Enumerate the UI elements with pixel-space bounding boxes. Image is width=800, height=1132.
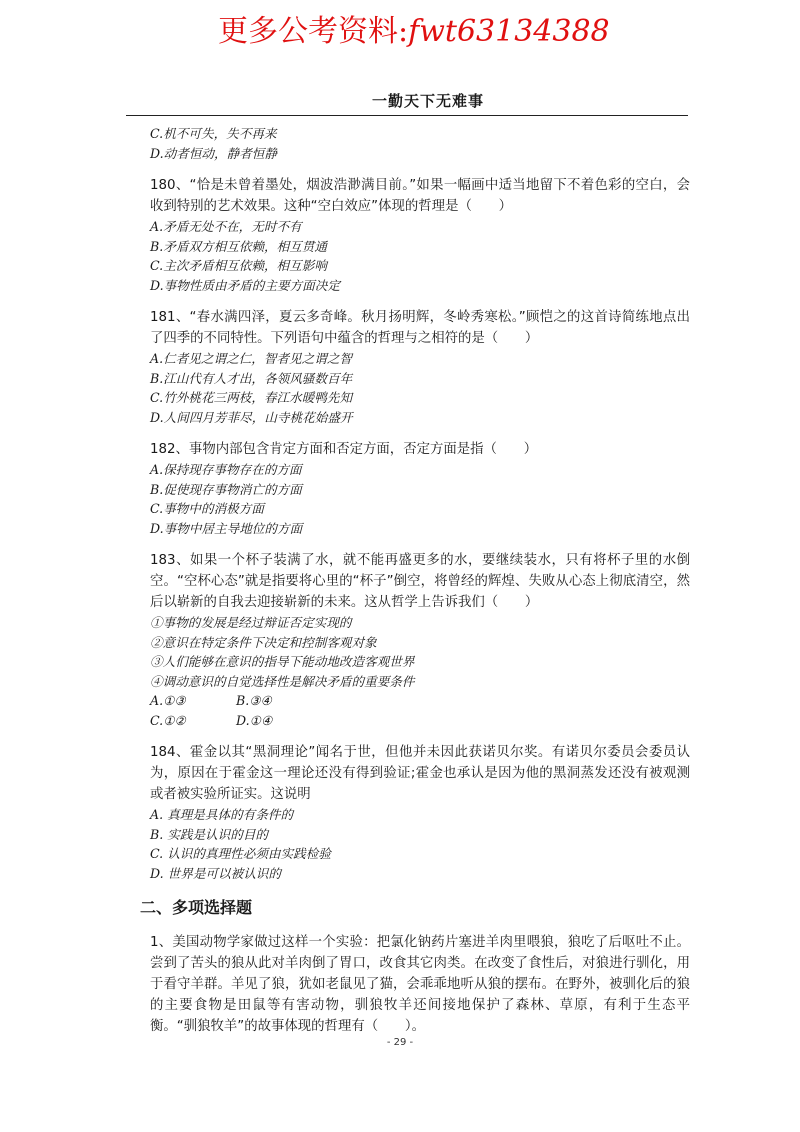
question-text: 1、美国动物学家做过这样一个实验：把氯化钠药片塞进羊肉里喂狼，狼吃了后呕吐不止。尝到了苦头的狼从此对羊肉倒了胃口，改食其它肉类。在改变了食性后，对狼进行驯化，用于看守羊群。羊见了狼，犹如老鼠见了猫，会乖乖地听从狼的摆布。在野外，被驯化后的狼的主要食物是田鼠等有害动物，驯狼牧羊还间接地保护了森林、草原，有利于生态平衡。“驯狼牧羊”的故事体现的哲理有（ ）。 bbox=[150, 935, 690, 1034]
statement: ④调动意识的自觉选择性是解决矛盾的重要条件 bbox=[150, 673, 415, 689]
option: D.①④ bbox=[236, 712, 273, 728]
option: B.矛盾双方相互依赖，相互贯通 bbox=[150, 238, 327, 254]
option: A. 真理是具体的有条件的 bbox=[150, 807, 294, 822]
option: B.③④ bbox=[236, 693, 272, 708]
option: B.江山代有人才出，各领风骚数百年 bbox=[150, 370, 353, 386]
option: B. 实践是认识的目的 bbox=[150, 826, 269, 842]
page-number: - 29 - bbox=[386, 1037, 414, 1048]
option: C.主次矛盾相互依赖，相互影响 bbox=[150, 258, 327, 273]
question-183 bbox=[150, 550, 690, 730]
option: A.保持现存事物存在的方面 bbox=[150, 462, 302, 477]
multi-question-1 bbox=[150, 932, 690, 1037]
option: A.仁者见之谓之仁，智者见之谓之智 bbox=[150, 351, 353, 366]
watermark bbox=[218, 6, 610, 50]
question-text: 180、“恰是未曾着墨处，烟波浩渺满目前。”如果一幅画中适当地留下不着色彩的空白，会收到特别的艺术效果。这种“空白效应”体现的哲理是（ ） bbox=[150, 178, 690, 214]
question-text: 183、如果一个杯子装满了水，就不能再盛更多的水，要继续装水，只有将杯子里的水倒空。“空杯心态”就是指要将心里的“杯子”倒空，将曾经的辉煌、失败从心态上彻底清空，然后以崭新的自我去迎接崭新的未来。这从哲学上告诉我们（ ） bbox=[150, 553, 690, 610]
page-motto: 一勤天下无难事 bbox=[372, 92, 485, 110]
option: B.促使现存事物消亡的方面 bbox=[150, 481, 302, 497]
question-text: 182、事物内部包含肯定方面和否定方面，否定方面是指（ ） bbox=[150, 442, 538, 457]
option: D.动者恒动，静者恒静 bbox=[150, 145, 277, 161]
option: A.①③ bbox=[150, 693, 186, 708]
prev-question-options bbox=[150, 124, 690, 163]
option: D. 世界是可以被认识的 bbox=[150, 865, 281, 881]
statement: ②意识在特定条件下决定和控制客观对象 bbox=[150, 634, 377, 650]
question-text: 181、“春水满四泽，夏云多奇峰。秋月扬明辉，冬岭秀寒松。”顾恺之的这首诗简练地点出了四季的不同特性。下列语句中蕴含的哲理与之相符的是（ ） bbox=[150, 310, 690, 346]
question-180 bbox=[150, 175, 690, 295]
section-heading: 二、多项选择题 bbox=[140, 898, 253, 917]
watermark-code: fwt63134388 bbox=[408, 14, 610, 49]
question-182 bbox=[150, 439, 690, 538]
option: A.矛盾无处不在，无时不有 bbox=[150, 219, 302, 234]
statement: ①事物的发展是经过辩证否定实现的 bbox=[150, 615, 352, 630]
option: C.事物中的消极方面 bbox=[150, 501, 264, 516]
watermark-text: 更多公考资料: bbox=[218, 14, 409, 49]
option: C.竹外桃花三两枝，春江水暖鸭先知 bbox=[150, 390, 353, 405]
option-row bbox=[150, 711, 690, 731]
page-content bbox=[140, 124, 690, 1049]
option: D.事物性质由矛盾的主要方面决定 bbox=[150, 277, 340, 293]
option: C.机不可失，失不再来 bbox=[150, 126, 277, 141]
option: D.人间四月芳菲尽，山寺桃花始盛开 bbox=[150, 409, 353, 425]
question-184 bbox=[150, 742, 690, 883]
statement: ③人们能够在意识的指导下能动地改造客观世界 bbox=[150, 654, 415, 669]
option-row bbox=[150, 691, 690, 711]
question-181 bbox=[150, 307, 690, 427]
option: C. 认识的真理性必须由实践检验 bbox=[150, 846, 331, 861]
question-text: 184、霍金以其“黑洞理论”闻名于世，但他并未因此获诺贝尔奖。有诺贝尔委员会委员认为，原因在于霍金这一理论还没有得到验证;霍金也承认是因为他的黑洞蒸发还没有被观测或者被实验所证实。这说明 bbox=[150, 745, 690, 802]
option: D.事物中居主导地位的方面 bbox=[150, 520, 303, 536]
header-rule bbox=[126, 115, 688, 116]
option: C.①② bbox=[150, 712, 186, 728]
